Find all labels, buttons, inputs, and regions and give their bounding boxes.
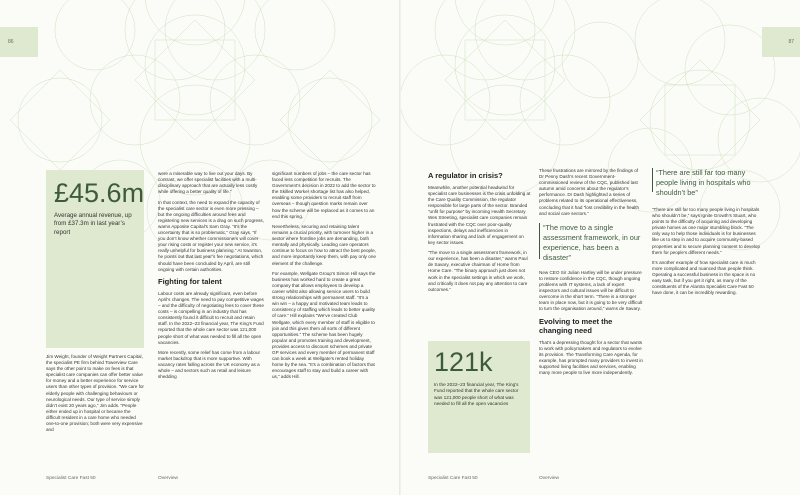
paragraph: Jim Weight, founder of Weight Partners Capital, the specialist PE firm behind Towerview Care says the other point to make on fees is that specialist care companies can offer better value for money and a better experience for service users than other types of provision. “We care for elderly people with challenging behaviours or neurological needs. Our type of service simply didn’t exist 20 years ago,” Jim adds. “People either ended up in hospital or became the difficult resident in a care home who needed one-to-one provision; both were very expensive and xyxy=(46,354,144,433)
pull-quote-wrap xyxy=(652,168,762,198)
right-column-3 xyxy=(652,168,762,301)
page-number-tab xyxy=(762,27,800,57)
stat-caption: Average annual revenue, up from £37.3m in last year’s report xyxy=(54,212,132,236)
paragraph: significant numbers of jobs – the care sector has faced less competition for recruits. The Government’s decision in 2022 to add the sector to the Skilled Worker shortage list has also helped, enabling some providers to recruit staff from overseas – though question marks remain over how the scheme will be replaced as it comes to an end this spring. xyxy=(272,171,376,219)
left-column-2 xyxy=(158,171,264,385)
paragraph: Meanwhile, another potential headwind for specialist care businesses is the crisis unfolding at the Care Quality Commission, the regulator responsible for large parts of the sector. Branded “unfit for purpose” by incoming Health Secretary Wes Streeting, specialist care companies remain frustrated with the CQC over poor-quality inspections, delays and inefficiencies in information sharing and lack of engagement on key sector issues. xyxy=(428,185,531,245)
footer-publication: Specialist Care Fast 50 xyxy=(428,476,478,481)
section-heading: A regulator in crisis? xyxy=(428,171,503,180)
stat-value: £45.6m xyxy=(54,178,145,208)
paragraph: were a miserable way to live out your days. By contrast, we offer specialist facilities with a multi-disciplinary approach that are actually less costly while offering a better quality of life.” xyxy=(158,171,258,195)
footer-publication: Specialist Care Fast 50 xyxy=(46,476,96,481)
section-heading: Evolving to meet the changing need xyxy=(539,316,613,335)
stat-value: 121k xyxy=(434,347,493,377)
footer-section: Overview xyxy=(158,476,178,481)
paragraph: New CEO Sir Julian Hartley will be under pressure to restore confidence in the CQC, though ongoing problems with IT systems, a lack of expert inspectors and cultural issues will be difficult to overcome in the short term. “There is a stronger team in place now, but it is going to be very difficult to turn the organisation around,” warns de Savary. xyxy=(539,269,643,312)
stat-caption-text: In the 2022–23 financial year, The King’s Fund reported that the whole care sector was 121,000 people short of what was needed to fill all the open vacancies xyxy=(434,382,519,406)
page-number: 86 xyxy=(8,39,14,45)
paragraph: More recently, some relief has come from a labour market backdrop that is more supportive. With vacancy rates falling across the UK economy as a whole – and sectors such as retail and leisure shedding xyxy=(158,349,261,380)
left-column-1 xyxy=(46,354,144,437)
footer-section: Overview xyxy=(539,476,559,481)
right-column-2 xyxy=(539,168,643,380)
paragraph: It’s another example of how specialist care is much more complicated and nuanced than people think. Operating a successful business in the space is no easy task, but if you get it right, as many of the constituents of the Alantra Specialist Care Fast 50 have done, it can be incredibly rewarding. xyxy=(652,259,756,296)
quote-bar xyxy=(652,168,653,192)
stat-box xyxy=(46,170,144,348)
paragraph: In that context, the need to expand the capacity of the specialist care sector is even more pressing – but the ongoing difficulties around fees and registering new services is a drag on such progress, warns Apposite Capital’s Sam Gray. “It’s the uncertainty that is so problematic,” Gray says. “If you don’t know whether commissioners will cover your rising costs or register your new service, it’s really unhelpful for business planning.” At Swanton, he points out that last year’s fee negotiations, which should have been concluded by April, are still ongoing with certain authorities. xyxy=(158,199,264,272)
pull-quote: “There are still far too many people living in hospitals who shouldn’t be” xyxy=(656,168,751,197)
stat-caption xyxy=(434,382,524,407)
stat-box xyxy=(428,341,530,453)
left-column-3 xyxy=(272,171,376,385)
quote-bar xyxy=(539,223,540,259)
right-page xyxy=(400,0,800,495)
paragraph: These frustrations are mirrored by the findings of Dr Penny Dash’s recent Government-commissioned review of the CQC, published last autumn amid concerns about the regulator’s performance. Dr Dash highlighted a series of problems related to its operational effectiveness, concluding that it had “lost credibility in the health and social care sectors.” xyxy=(539,168,640,216)
right-column-1 xyxy=(428,168,532,297)
paragraph: That’s a depressing thought for a sector that wants to work with policymakers and regulators to evolve its provision. The Transforming Care Agenda, for example, has prompted many providers to invest in supported living facilities and services, enabling many more people to live more independently. xyxy=(539,339,643,376)
page-number: 87 xyxy=(788,39,794,45)
paragraph: Labour costs are already significant, even before April’s changes. The need to pay competitive wages – and the difficulty of negotiating fees to cover these costs – is compelling in an industry that has consistently found it difficult to recruit and retain staff. In the 2022–23 financial year, The King’s Fund reported that the whole care sector was 121,000 people short of what was needed to fill all the open vacancies. xyxy=(158,290,264,345)
pull-quote: “The move to a single assessment framework, in our experience, has been a disaster” xyxy=(543,222,641,262)
page-number-tab xyxy=(0,27,38,57)
paragraph: “There are still far too many people living in hospitals who shouldn’t be,” says Ignite Growth’s Stuart, who points to the difficulty of acquiring and developing private homes as one major stumbling block. “The only way to help those individuals is for businesses like us to step in and to acquire community-based properties and to secure planning consent to develop them for people’s different needs.” xyxy=(652,207,761,255)
pull-quote-wrap xyxy=(539,223,643,263)
paragraph: “The move to a single assessment framework, in our experience, has been a disaster,” warns Paul de Savary, executive chairman of Home from Home Care. “The binary approach just does not work in the specialist settings in which we work, and critically it does not pay any attention to care outcomes.” xyxy=(428,250,528,292)
book-spine xyxy=(399,0,401,495)
paragraph: Nevertheless, securing and retaining talent remains a crucial priority, with turnover higher in a sector where frontline jobs are demanding, both mentally and physically. Leading care operators continue to focus on how to attract the best people, and more importantly keep them, with pay only one element of the challenge. xyxy=(272,223,376,266)
section-heading: Fighting for talent xyxy=(158,276,222,286)
paragraph: For example, Wellgate Group’s Simon Hill says the business has worked hard to create a great company that allows employees to develop a career whilst also allowing service users to build strong relationships with permanent staff. “It’s a win win – a happy and motivated team leads to consistency of staffing which leads to better quality of care.” Hill explains “We’ve created Club Wellgate, which every member of staff is eligible to join and this gives them all sorts of different opportunities.” The scheme has been hugely popular and promotes training and development, provides access to discount schemes and private GP services and every member of permanent staff can book a week at Wellgate’s rented holiday home by the sea. “It’s a combination of factors that encourages staff to stay and build a career with us,” adds Hill. xyxy=(272,270,376,380)
